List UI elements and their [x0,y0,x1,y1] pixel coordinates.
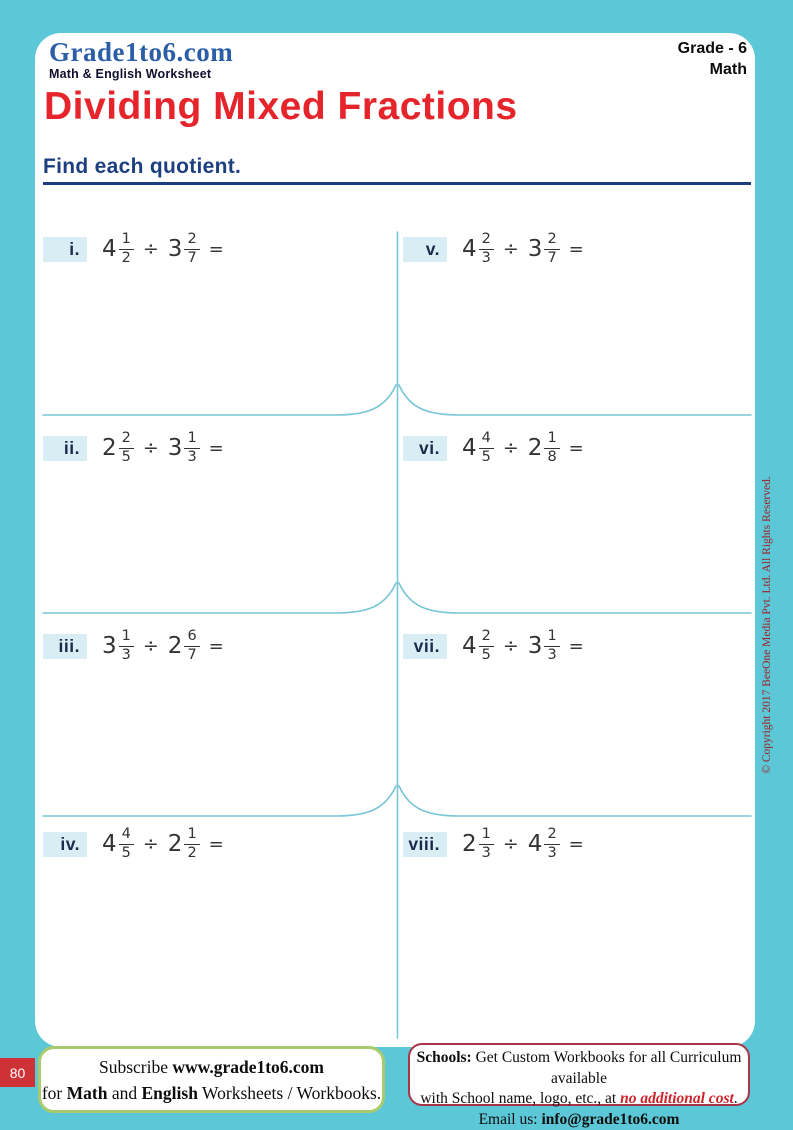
mixed-whole: 4 [527,831,543,857]
fraction [119,827,134,860]
equals-sign: = [568,238,584,260]
denominator: 7 [544,249,559,266]
fraction [544,827,559,860]
mixed-whole: 3 [167,236,183,262]
numerator: 2 [187,231,197,248]
denominator: 3 [544,646,559,663]
schools-text: with School name, logo, etc., at [420,1090,621,1108]
fraction [184,629,199,662]
problem-vii [403,621,584,671]
numerator: 2 [481,628,491,645]
numerator: 2 [481,231,491,248]
problem-v [403,224,584,274]
copyright-notice: © Copyright 2017 BeeOne Media Pvt. Ltd. All Rights Reserved. [761,476,773,774]
mixed-whole: 2 [462,831,477,857]
denominator: 7 [184,249,199,266]
problem-label: viii. [403,832,447,857]
numerator: 2 [547,826,557,843]
problem-i [43,224,224,274]
mixed-whole: 3 [527,633,543,659]
subscribe-text: for [41,1083,67,1104]
grade-label: Grade - 6 [677,40,747,57]
divide-operator: ÷ [142,437,159,459]
numerator: 1 [121,231,131,248]
problem-vi [403,423,584,473]
equals-sign: = [568,437,584,459]
subscribe-text: Subscribe [98,1057,173,1077]
mixed-whole: 4 [102,831,117,857]
equals-sign: = [568,635,584,657]
numerator: 1 [547,430,557,447]
mixed-whole: 2 [167,633,183,659]
equals-sign: = [208,238,224,260]
problem-label: iii. [43,634,87,659]
problem-label: vii. [403,634,447,659]
fraction [544,431,559,464]
denominator: 3 [544,844,559,861]
fraction [119,232,134,265]
mixed-whole: 2 [102,435,117,461]
subscribe-text: Worksheets / Workbooks. [197,1083,382,1104]
denominator: 5 [119,844,134,861]
instruction-heading: Find each quotient. [43,155,242,178]
subscribe-box [38,1046,385,1113]
mixed-whole: 2 [527,435,543,461]
subscribe-line-2 [41,1080,382,1106]
fraction [544,232,559,265]
mixed-whole: 3 [167,435,183,461]
denominator: 3 [119,646,134,663]
numerator: 1 [547,628,557,645]
schools-text: Get Custom Workbooks for all Curriculum available [471,1049,742,1087]
problem-expression [462,232,584,265]
denominator: 3 [479,249,494,266]
mixed-whole: 4 [462,435,477,461]
fraction [184,431,199,464]
fraction [479,827,494,860]
worksheet-page [35,33,755,1047]
problem-iv [43,819,224,869]
subscribe-url: www.grade1to6.com [172,1057,325,1077]
subscribe-english: English [141,1083,198,1104]
numerator: 1 [187,430,197,447]
fraction [119,629,134,662]
fraction [479,629,494,662]
page-number-badge: 80 [0,1058,35,1087]
schools-line-3 [410,1110,748,1130]
denominator: 7 [184,646,199,663]
mixed-whole: 3 [527,236,543,262]
fraction [479,232,494,265]
problem-expression [102,629,224,662]
mixed-whole: 4 [462,236,477,262]
problem-expression [102,431,224,464]
numerator: 1 [121,628,131,645]
numerator: 1 [481,826,491,843]
numerator: 1 [187,826,197,843]
schools-line-2 [410,1089,748,1110]
divide-operator: ÷ [142,833,159,855]
schools-text: . [733,1090,738,1108]
numerator: 2 [121,430,131,447]
divide-operator: ÷ [142,238,159,260]
numerator: 2 [547,231,557,248]
problem-label: v. [403,237,447,262]
equals-sign: = [208,437,224,459]
numerator: 6 [187,628,197,645]
numerator: 4 [121,826,131,843]
no-additional-cost-text: no additional cost [620,1090,734,1108]
denominator: 5 [479,646,494,663]
divide-operator: ÷ [142,635,159,657]
subject-label: Math [709,61,747,79]
problem-label: vi. [403,436,447,461]
divide-operator: ÷ [502,635,519,657]
divide-operator: ÷ [502,833,519,855]
contact-email: info@grade1to6.com [541,1110,680,1128]
fraction [184,232,199,265]
subscribe-math: Math [66,1083,108,1104]
problem-ii [43,423,224,473]
denominator: 2 [184,844,199,861]
mixed-whole: 4 [102,236,117,262]
subscribe-line-1 [41,1054,382,1080]
equals-sign: = [208,833,224,855]
denominator: 2 [119,249,134,266]
schools-text: Email us: [478,1110,542,1128]
denominator: 3 [479,844,494,861]
problem-label: i. [43,237,87,262]
divide-operator: ÷ [502,437,519,459]
problem-expression [462,629,584,662]
schools-label: Schools: [416,1049,472,1066]
mixed-whole: 3 [102,633,117,659]
schools-box [408,1043,750,1128]
mixed-whole: 2 [167,831,183,857]
denominator: 5 [119,448,134,465]
logo-subtitle: Math & English Worksheet [49,67,212,82]
fraction [479,431,494,464]
logo-title: Grade1to6.com [49,37,234,67]
fraction [119,431,134,464]
fraction [184,827,199,860]
problem-expression [462,827,584,860]
divide-operator: ÷ [502,238,519,260]
problem-label: iv. [43,832,87,857]
problem-expression [102,232,224,265]
denominator: 8 [544,448,559,465]
equals-sign: = [208,635,224,657]
problem-iii [43,621,224,671]
problem-viii [403,819,584,869]
fraction [544,629,559,662]
numerator: 4 [481,430,491,447]
divider-graphic [35,33,755,1047]
problem-expression [102,827,224,860]
schools-line-1 [410,1048,748,1089]
problem-expression [462,431,584,464]
denominator: 5 [479,448,494,465]
mixed-whole: 4 [462,633,477,659]
equals-sign: = [568,833,584,855]
denominator: 3 [184,448,199,465]
page-title: Dividing Mixed Fractions [44,85,518,128]
subscribe-text: and [107,1083,142,1104]
problem-label: ii. [43,436,87,461]
